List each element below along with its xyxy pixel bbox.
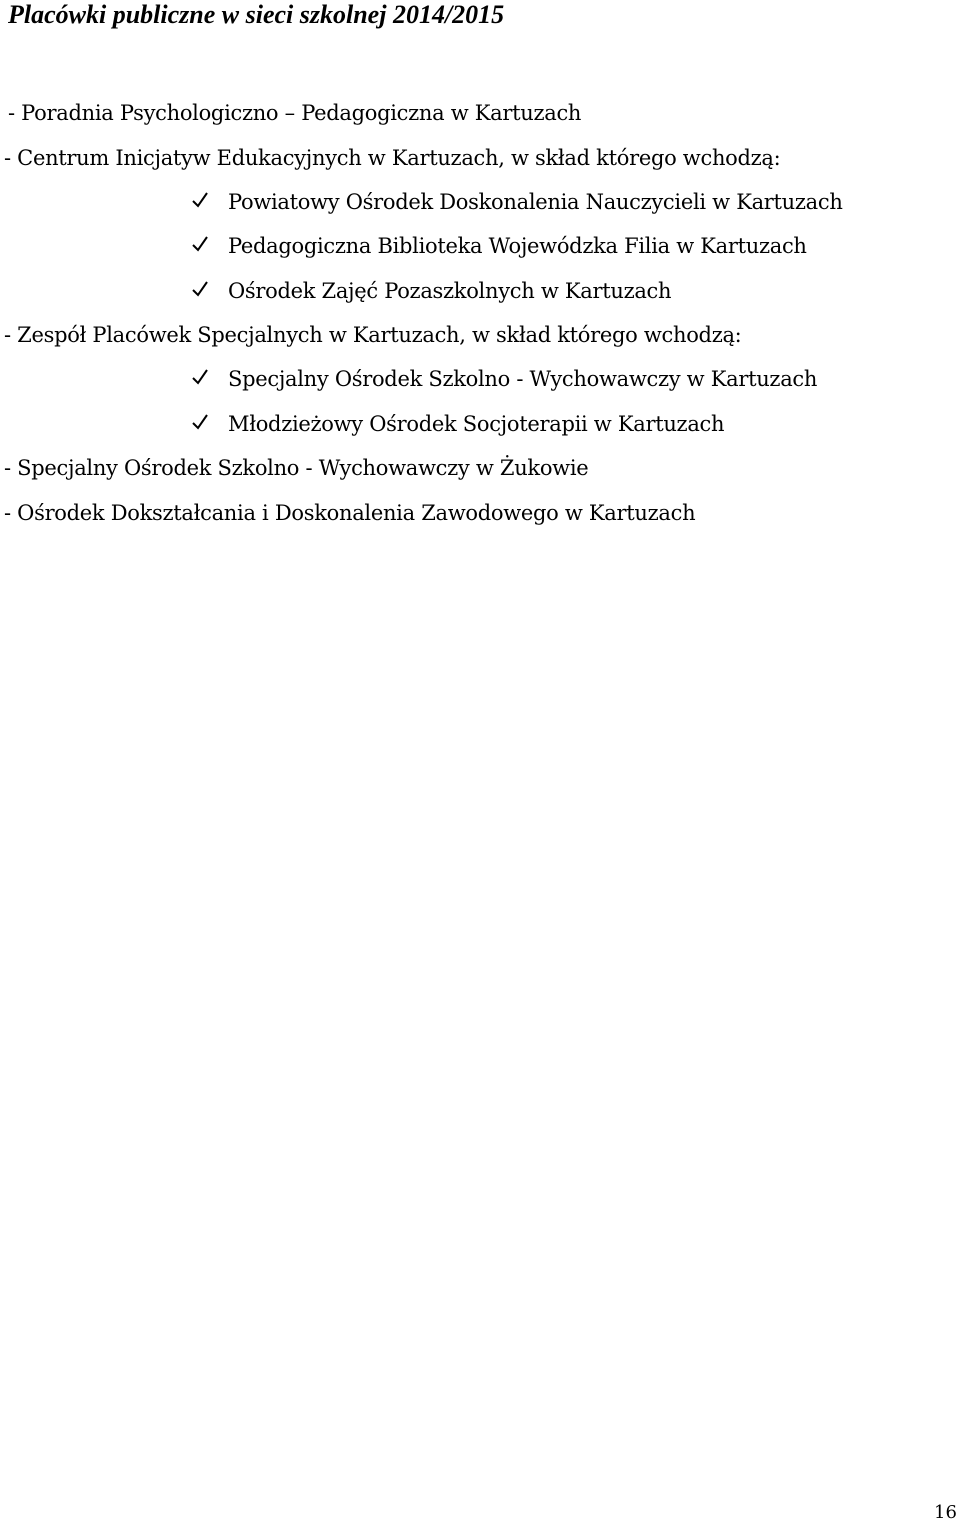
checkmark-icon [191,235,209,253]
checkmark-icon [191,191,209,209]
checkmark-icon [191,280,209,298]
sub-item-label: Powiatowy Ośrodek Doskonalenia Nauczycieli w Kartuzach [228,190,843,214]
page-number: 16 [934,1502,957,1523]
sub-item [228,189,843,215]
sub-item [228,278,671,304]
sub-item-label: Ośrodek Zajęć Pozaszkolnych w Kartuzach [228,279,672,303]
sub-item [228,233,807,259]
list-item-centrum: - Centrum Inicjatyw Edukacyjnych w Kartuzach, w skład którego wchodzą: [4,146,781,170]
list-item-zukowo: - Specjalny Ośrodek Szkolno - Wychowawczy w Żukowie [4,456,589,480]
list-item-odidz: - Ośrodek Dokształcania i Doskonalenia Zawodowego w Kartuzach [4,501,696,525]
sub-item-label: Specjalny Ośrodek Szkolno - Wychowawczy w Kartuzach [228,367,818,391]
sub-item-label: Młodzieżowy Ośrodek Socjoterapii w Kartuzach [228,412,725,436]
sub-item [228,366,817,392]
list-item-poradnia: - Poradnia Psychologiczno – Pedagogiczna w Kartuzach [8,101,582,125]
list-item-zespol: - Zespół Placówek Specjalnych w Kartuzach, w skład którego wchodzą: [4,323,742,347]
checkmark-icon [191,368,209,386]
checkmark-icon [191,413,209,431]
page-title: Placówki publiczne w sieci szkolnej 2014/2015 [8,0,505,29]
sub-item [228,411,724,437]
sub-item-label: Pedagogiczna Biblioteka Wojewódzka Filia w Kartuzach [228,234,807,258]
